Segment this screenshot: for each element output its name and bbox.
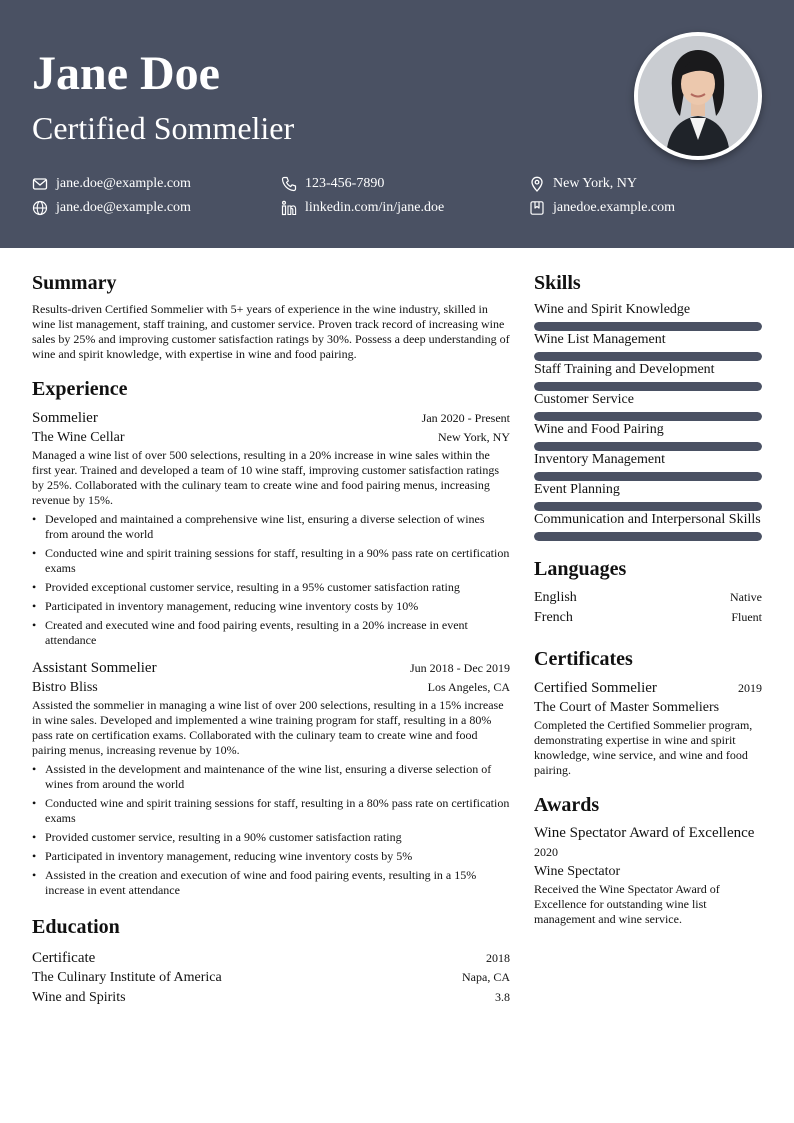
certificates-heading: Certificates <box>534 648 633 670</box>
skill-label: Staff Training and Development <box>534 362 715 377</box>
list-item: • Assisted in the development and maintenance of the wine list, ensuring a diverse selection of wines from around the world <box>32 762 510 792</box>
contact-website[interactable] <box>32 199 191 217</box>
skill-level-bar <box>534 502 762 511</box>
contact-portfolio-text: janedoe.example.com <box>553 200 676 215</box>
summary-section <box>32 270 510 362</box>
skill-label: Event Planning <box>534 482 620 497</box>
profile-photo <box>634 32 762 160</box>
skill-level-bar <box>534 472 762 481</box>
education-section <box>32 914 510 1008</box>
awards-section <box>534 792 762 927</box>
skill-level-bar <box>534 532 762 541</box>
skill-level-bar <box>534 412 762 421</box>
experience-heading: Experience <box>32 378 128 400</box>
job-position: Sommelier <box>32 410 98 426</box>
award-issuer: Wine Spectator <box>534 864 621 879</box>
job-bullets <box>32 512 510 648</box>
skill-item <box>534 452 762 481</box>
skill-label: Inventory Management <box>534 452 666 467</box>
certificate-year: 2019 <box>738 681 762 695</box>
location-pin-icon <box>529 176 545 192</box>
skill-item <box>534 512 762 541</box>
right-column <box>534 270 762 927</box>
skill-level-fill <box>534 442 762 451</box>
job-description: Managed a wine list of over 500 selections, resulting in a 20% increase in wine sales within the first year. Trained and developed a team of 10 wine staff, improving customer satisfaction ratings by 25%. Collaborated with the culinary team to create wine and food pairing menus, increasing revenue by 15%. <box>32 448 499 507</box>
job-position: Assistant Sommelier <box>32 660 157 676</box>
skill-level-fill <box>534 322 762 331</box>
skill-label: Communication and Interpersonal Skills <box>534 512 761 527</box>
certificate-issuer: The Court of Master Sommeliers <box>534 700 720 715</box>
certificates-section <box>534 646 762 778</box>
contact-location-text: New York, NY <box>553 176 638 191</box>
phone-icon <box>281 176 297 192</box>
language-name: English <box>534 590 577 605</box>
skill-item <box>534 302 762 331</box>
skill-item <box>534 482 762 511</box>
skill-level-bar <box>534 352 762 361</box>
experience-section <box>32 376 510 898</box>
list-item: • Participated in inventory management, reducing wine inventory costs by 10% <box>32 599 510 614</box>
skill-item <box>534 392 762 421</box>
profile-photo-image <box>638 36 758 156</box>
skill-label: Customer Service <box>534 392 634 407</box>
education-field: Wine and Spirits <box>32 990 126 1005</box>
skills-section <box>534 270 762 541</box>
contact-phone-text: 123-456-7890 <box>305 176 385 191</box>
skills-heading: Skills <box>534 272 581 294</box>
candidate-name: Jane Doe <box>32 47 220 100</box>
education-year: 2018 <box>486 951 510 965</box>
contact-portfolio[interactable] <box>529 199 675 217</box>
bookmark-icon <box>529 200 545 216</box>
certificate-name: Certified Sommelier <box>534 680 657 696</box>
contact-email-text: jane.doe@example.com <box>56 176 191 191</box>
education-location: Napa, CA <box>462 970 510 984</box>
skill-item <box>534 362 762 391</box>
languages-heading: Languages <box>534 558 627 580</box>
skill-label: Wine List Management <box>534 332 666 347</box>
skill-label: Wine and Spirit Knowledge <box>534 302 691 317</box>
job-company: The Wine Cellar <box>32 430 125 445</box>
left-column <box>32 270 510 1008</box>
skill-level-fill <box>534 412 762 421</box>
summary-heading: Summary <box>32 272 117 294</box>
skill-label: Wine and Food Pairing <box>534 422 664 437</box>
contact-website-text: jane.doe@example.com <box>56 200 191 215</box>
award-name: Wine Spectator Award of Excellence <box>534 825 755 841</box>
job-bullets <box>32 762 510 898</box>
awards-heading: Awards <box>534 794 600 816</box>
skill-level-fill <box>534 352 762 361</box>
job-dates: Jan 2020 - Present <box>421 411 510 425</box>
contact-location <box>529 175 637 193</box>
job-entry <box>32 658 510 898</box>
list-item: • Assisted in the creation and execution of wine and food pairing events, resulting in a 15% increase in event attendance <box>32 868 510 898</box>
list-item: • Provided customer service, resulting in a 90% customer satisfaction rating <box>32 830 510 845</box>
skill-level-fill <box>534 532 762 541</box>
skill-level-fill <box>534 472 762 481</box>
education-heading: Education <box>32 916 120 938</box>
language-level: Native <box>730 590 762 604</box>
award-description: Received the Wine Spectator Award of Excellence for outstanding wine list management and wine service. <box>534 882 720 926</box>
list-item: • Conducted wine and spirit training sessions for staff, resulting in a 90% pass rate on certification exams <box>32 546 510 576</box>
skill-level-bar <box>534 442 762 451</box>
contact-email[interactable] <box>32 175 191 193</box>
list-item: • Conducted wine and spirit training sessions for staff, resulting in a 80% pass rate on certification exams <box>32 796 510 826</box>
skill-level-bar <box>534 322 762 331</box>
skill-item <box>534 332 762 361</box>
skills-list <box>534 302 762 541</box>
skill-level-bar <box>534 382 762 391</box>
education-degree: Certificate <box>32 950 96 966</box>
contact-linkedin-text: linkedin.com/in/jane.doe <box>305 200 445 215</box>
job-entry <box>32 408 510 648</box>
skill-level-fill <box>534 382 762 391</box>
list-item: • Created and executed wine and food pairing events, resulting in a 20% increase in event attendance <box>32 618 510 648</box>
globe-icon <box>32 200 48 216</box>
language-level: Fluent <box>731 610 762 624</box>
list-item: • Participated in inventory management, reducing wine inventory costs by 5% <box>32 849 510 864</box>
certificate-description: Completed the Certified Sommelier program, demonstrating expertise in wine and spirit knowledge, wine service, and wine and food pairing. <box>534 718 753 777</box>
summary-text: Results-driven Certified Sommelier with 5+ years of experience in the wine industry, skilled in wine list management, staff training, and customer service. Proven track record of increasing wine sales by 25% and improving customer satisfaction ratings by 30%. Possess a deep understanding of wine and spirit knowledge, with expertise in wine and food pairing. <box>32 302 510 361</box>
award-year: 2020 <box>534 845 558 859</box>
contact-phone[interactable] <box>281 175 384 193</box>
linkedin-icon <box>281 200 297 216</box>
languages-section <box>534 556 762 628</box>
job-description: Assisted the sommelier in managing a wine list of over 200 selections, resulting in a 15% increase in wine sales. Developed and implemented a wine training program for staff, resulting in a 80% pass rate on certification exams. Collaborated with the culinary team to create wine and food pairing menus, increasing revenue by 10%. <box>32 698 504 757</box>
job-location: Los Angeles, CA <box>427 680 510 694</box>
list-item: • Provided exceptional customer service, resulting in a 95% customer satisfaction rating <box>32 580 510 595</box>
language-name: French <box>534 610 573 625</box>
skill-item <box>534 422 762 451</box>
contact-linkedin[interactable] <box>281 199 444 217</box>
education-school: The Culinary Institute of America <box>32 970 222 985</box>
list-item: • Developed and maintained a comprehensive wine list, ensuring a diverse selection of wines from around the world <box>32 512 510 542</box>
education-gpa: 3.8 <box>495 990 510 1004</box>
job-location: New York, NY <box>437 430 510 444</box>
mail-icon <box>32 176 48 192</box>
skill-level-fill <box>534 502 762 511</box>
job-dates: Jun 2018 - Dec 2019 <box>410 661 510 675</box>
candidate-title: Certified Sommelier <box>32 110 295 146</box>
resume-header <box>0 0 794 248</box>
job-company: Bistro Bliss <box>32 680 98 695</box>
